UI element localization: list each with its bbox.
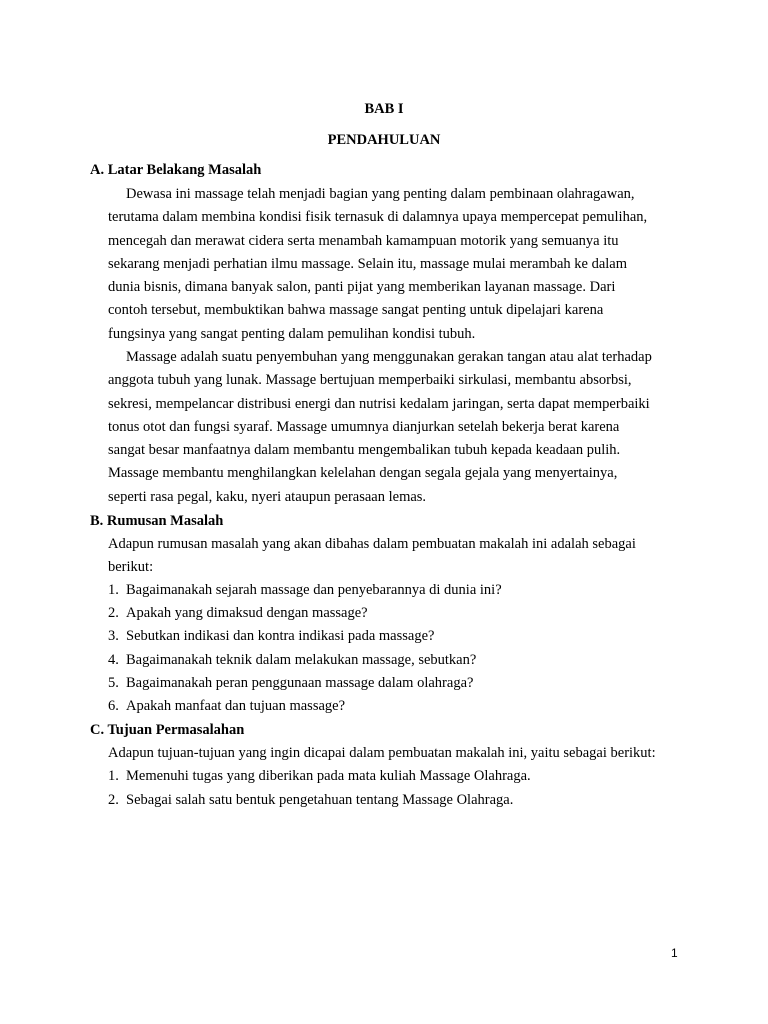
paragraph-line: contoh tersebut, membuktikan bahwa massage sangat penting untuk dipelajari karena — [108, 302, 604, 318]
paragraph-line: fungsinya yang sangat penting dalam pemulihan kondisi tubuh. — [108, 326, 476, 342]
list-item: Sebagai salah satu bentuk pengetahuan tentang Massage Olahraga. — [126, 792, 514, 808]
paragraph-line: sekresi, mempelancar distribusi energi dan nutrisi kedalam jaringan, serta dapat memperbaiki — [108, 396, 650, 412]
list-item: Sebutkan indikasi dan kontra indikasi pada massage? — [126, 628, 435, 644]
paragraph-line: Massage membantu menghilangkan kelelahan dengan segala gejala yang menyertainya, — [108, 465, 618, 481]
list-number: 1. — [108, 582, 119, 598]
paragraph-line: dunia bisnis, dimana banyak salon, panti pijat yang memberikan layanan massage. Dari — [108, 279, 616, 295]
list-item: Memenuhi tugas yang diberikan pada mata kuliah Massage Olahraga. — [126, 768, 531, 784]
paragraph-line: Adapun rumusan masalah yang akan dibahas dalam pembuatan makalah ini adalah sebagai — [108, 536, 636, 552]
list-number: 2. — [108, 605, 119, 621]
paragraph-line: anggota tubuh yang lunak. Massage bertujuan memperbaiki sirkulasi, membantu absorbsi, — [108, 372, 632, 388]
list-item: Bagaimanakah peran penggunaan massage dalam olahraga? — [126, 675, 474, 691]
list-item: Bagaimanakah teknik dalam melakukan massage, sebutkan? — [126, 652, 477, 668]
paragraph-line: sekarang menjadi perhatian ilmu massage. Selain itu, massage mulai merambah ke dalam — [108, 256, 628, 272]
paragraph-line: berikut: — [108, 559, 154, 575]
list-item: Apakah manfaat dan tujuan massage? — [126, 698, 346, 714]
paragraph-line: terutama dalam membina kondisi fisik ternasuk di dalamnya upaya mempercepat pemulihan, — [108, 209, 648, 225]
paragraph-line: tonus otot dan fungsi syaraf. Massage umumnya dianjurkan setelah bekerja berat karena — [108, 419, 620, 435]
list-item: Apakah yang dimaksud dengan massage? — [126, 605, 368, 621]
page-number: 1 — [671, 946, 678, 960]
paragraph-line: Adapun tujuan-tujuan yang ingin dicapai dalam pembuatan makalah ini, yaitu sebagai berikut: — [108, 745, 656, 761]
list-number: 5. — [108, 675, 119, 691]
paragraph-line: mencegah dan merawat cidera serta menambah kamampuan motorik yang semuanya itu — [108, 233, 619, 249]
list-number: 2. — [108, 792, 119, 808]
paragraph-line: sangat besar manfaatnya dalam membantu mengembalikan tubuh kepada keadaan pulih. — [108, 442, 621, 458]
chapter-title: PENDAHULUAN — [327, 132, 441, 148]
list-number: 4. — [108, 652, 119, 668]
list-number: 1. — [108, 768, 119, 784]
paragraph-line: Dewasa ini massage telah menjadi bagian yang penting dalam pembinaan olahragawan, — [126, 186, 635, 202]
section-heading-c: C. Tujuan Permasalahan — [90, 722, 245, 738]
list-item: Bagaimanakah sejarah massage dan penyebarannya di dunia ini? — [126, 582, 502, 598]
list-number: 3. — [108, 628, 119, 644]
paragraph-line: Massage adalah suatu penyembuhan yang menggunakan gerakan tangan atau alat terhadap — [126, 349, 652, 365]
paragraph-line: seperti rasa pegal, kaku, nyeri ataupun perasaan lemas. — [108, 489, 427, 505]
section-heading-b: B. Rumusan Masalah — [90, 513, 224, 529]
chapter-number: BAB I — [364, 101, 404, 117]
list-number: 6. — [108, 698, 119, 714]
section-heading-a: A. Latar Belakang Masalah — [90, 162, 262, 178]
